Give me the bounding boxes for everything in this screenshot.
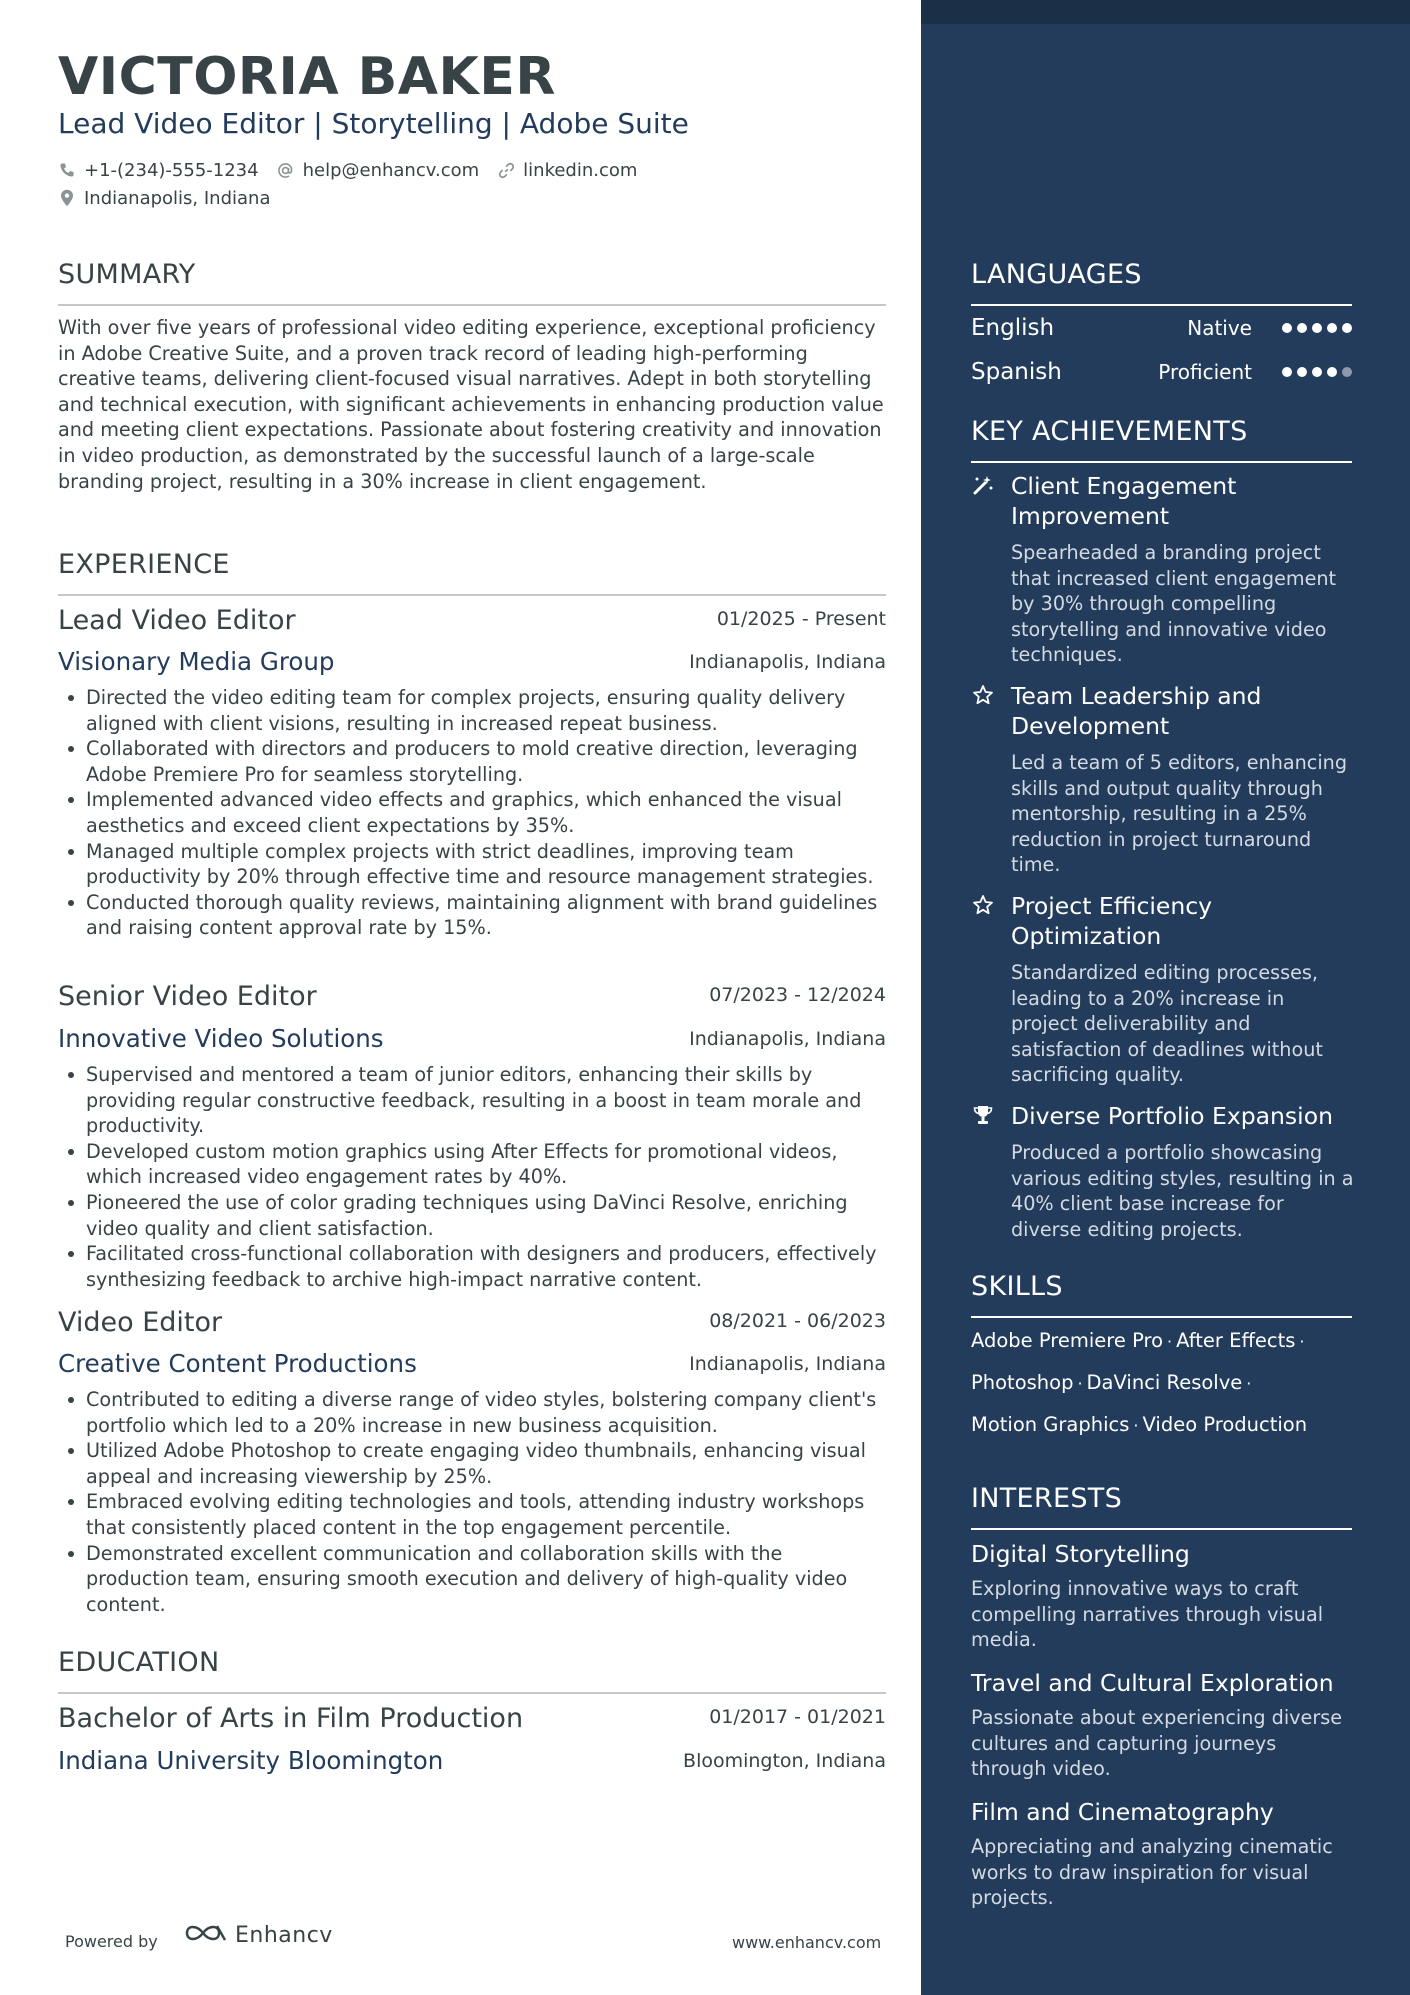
skill-separator: · — [1077, 1374, 1083, 1393]
job-company: Visionary Media Group — [58, 647, 335, 676]
skill-tag: Video Production — [1142, 1413, 1308, 1436]
language-row — [971, 357, 1352, 387]
skill-tag: Photoshop — [971, 1371, 1074, 1394]
experience-divider — [58, 594, 886, 596]
proficiency-dot — [1297, 323, 1307, 333]
achievements-divider — [971, 461, 1352, 463]
job-bullet: Directed the video editing team for complex projects, ensuring quality delivery aligned with client visions, resulting in increased repeat business. — [58, 685, 886, 736]
candidate-name: VICTORIA BAKER — [58, 47, 556, 107]
email-contact[interactable] — [277, 160, 480, 181]
location-contact — [58, 188, 271, 209]
job-company: Innovative Video Solutions — [58, 1024, 384, 1053]
interests-heading: INTERESTS — [971, 1483, 1123, 1514]
sidebar — [921, 0, 1410, 1995]
job-bullet: Collaborated with directors and producers to mold creative direction, leveraging Adobe Premiere Pro for seamless storytelling. — [58, 736, 886, 787]
proficiency-dot — [1327, 367, 1337, 377]
linkedin-contact[interactable] — [497, 160, 637, 181]
languages-divider — [971, 304, 1352, 306]
education-divider — [58, 1692, 886, 1694]
language-level: Native — [1187, 316, 1252, 340]
job-dates: 07/2023 - 12/2024 — [709, 984, 886, 1006]
interest-title: Digital Storytelling — [971, 1540, 1190, 1568]
achievement-title: Client Engagement Improvement — [1011, 472, 1237, 530]
job-title: Lead Video Editor — [58, 605, 296, 636]
school-location: Bloomington, Indiana — [683, 1750, 886, 1772]
skills-heading: SKILLS — [971, 1271, 1063, 1302]
language-row — [971, 313, 1352, 343]
proficiency-dot — [1312, 323, 1322, 333]
job-company: Creative Content Productions — [58, 1349, 417, 1378]
language-proficiency-dots — [1282, 367, 1352, 377]
degree-title: Bachelor of Arts in Film Production — [58, 1703, 524, 1734]
job-bullet: Conducted thorough quality reviews, maintaining alignment with brand guidelines and raising content approval rate by 15%. — [58, 890, 886, 941]
map-pin-icon — [58, 189, 76, 207]
phone-icon — [58, 161, 76, 179]
job-bullet: Embraced evolving editing technologies and tools, attending industry workshops that consistently placed content in the top engagement percentile. — [58, 1489, 886, 1540]
languages-heading: LANGUAGES — [971, 259, 1142, 290]
job-bullet: Developed custom motion graphics using After Effects for promotional videos, which increased video engagement rates by 40%. — [58, 1139, 886, 1190]
proficiency-dot — [1312, 367, 1322, 377]
magic-wand-icon — [971, 473, 995, 497]
job-title: Senior Video Editor — [58, 981, 317, 1012]
experience-heading: EXPERIENCE — [58, 549, 230, 580]
footer-url[interactable]: www.enhancv.com — [732, 1933, 882, 1952]
achievement-title: Team Leadership and Development — [1011, 682, 1262, 740]
achievement-title: Project Efficiency Optimization — [1011, 892, 1213, 950]
job-bullets — [58, 685, 886, 941]
job-location: Indianapolis, Indiana — [689, 1353, 886, 1375]
contact-info — [58, 158, 886, 214]
job-bullet: Supervised and mentored a team of junior editors, enhancing their skills by providing regular constructive feedback, resulting in a boost in team morale and productivity. — [58, 1062, 886, 1139]
job-bullet: Managed multiple complex projects with strict deadlines, improving team productivity by 20% through effective time and resource management strategies. — [58, 839, 886, 890]
achievement-description: Spearheaded a branding project that increased client engagement by 30% through compelling storytelling and innovative video techniques. — [1011, 541, 1337, 667]
skill-tag: Adobe Premiere Pro — [971, 1329, 1164, 1352]
main-column — [58, 0, 886, 1995]
achievements-heading: KEY ACHIEVEMENTS — [971, 416, 1248, 447]
job-dates: 08/2021 - 06/2023 — [709, 1310, 886, 1332]
proficiency-dot — [1282, 367, 1292, 377]
language-name: Spanish — [971, 359, 1062, 385]
interests-divider — [971, 1528, 1352, 1530]
job-bullet: Facilitated cross-functional collaboration with designers and producers, effectively synthesizing feedback to archive high-impact narrative content. — [58, 1241, 886, 1292]
star-icon — [971, 683, 995, 707]
skill-tag: Motion Graphics — [971, 1413, 1130, 1436]
job-location: Indianapolis, Indiana — [689, 1028, 886, 1050]
interest-title: Travel and Cultural Exploration — [971, 1669, 1334, 1697]
skill-tag: DaVinci Resolve — [1086, 1371, 1243, 1394]
proficiency-dot — [1297, 367, 1307, 377]
proficiency-dot — [1282, 323, 1292, 333]
interest-description: Appreciating and analyzing cinematic works to draw inspiration for visual projects. — [971, 1835, 1333, 1910]
interest-title: Film and Cinematography — [971, 1798, 1274, 1826]
sidebar-top-band — [921, 0, 1410, 24]
achievement-description: Standardized editing processes, leading to a 20% increase in project deliverability and satisfaction of deadlines without sacrificing quality. — [1011, 961, 1323, 1087]
job-bullet: Implemented advanced video effects and graphics, which enhanced the visual aesthetics and exceed client expectations by 35%. — [58, 787, 886, 838]
enhancv-logo-icon — [183, 1920, 229, 1950]
candidate-tagline: Lead Video Editor | Storytelling | Adobe Suite — [58, 107, 689, 140]
job-title: Video Editor — [58, 1307, 223, 1338]
phone-text: +1-(234)-555-1234 — [84, 159, 259, 181]
trophy-icon — [971, 1103, 995, 1127]
skills-divider — [971, 1316, 1352, 1318]
job-bullet: Demonstrated excellent communication and collaboration skills with the production team, ensuring smooth execution and delivery of high-quality video content. — [58, 1541, 886, 1618]
linkedin-text: linkedin.com — [523, 159, 638, 181]
language-name: English — [971, 315, 1055, 341]
star-icon — [971, 893, 995, 917]
education-heading: EDUCATION — [58, 1647, 220, 1678]
language-proficiency-dots — [1282, 323, 1352, 333]
education-dates: 01/2017 - 01/2021 — [709, 1706, 886, 1728]
proficiency-dot — [1342, 323, 1352, 333]
skill-separator: · — [1246, 1374, 1252, 1393]
skills-list — [971, 1320, 1361, 1446]
location-text: Indianapolis, Indiana — [84, 187, 271, 209]
interest-description: Passionate about experiencing diverse cultures and capturing journeys through video. — [971, 1706, 1343, 1781]
summary-text: With over five years of professional video editing experience, exceptional proficiency in Adobe Creative Suite, and a proven track record of leading high-performing creative teams, delivering client-focused visual narratives. Adept in both storytelling and technical execution, with significant achievements in enhancing production value and meeting client expectations. Passionate about fostering creativity and innovation in video production, as demonstrated by the successful launch of a large-scale branding project, resulting in a 30% increase in client engagement. — [58, 316, 884, 493]
email-text: help@enhancv.com — [302, 159, 480, 181]
school-name: Indiana University Bloomington — [58, 1746, 444, 1775]
proficiency-dot-empty — [1342, 367, 1352, 377]
job-location: Indianapolis, Indiana — [689, 651, 886, 673]
skill-separator: · — [1167, 1332, 1173, 1351]
phone-contact[interactable] — [58, 160, 259, 181]
summary-divider — [58, 304, 886, 306]
job-bullet: Utilized Adobe Photoshop to create engaging video thumbnails, enhancing visual appeal and increasing viewership by 25%. — [58, 1438, 886, 1489]
proficiency-dot — [1327, 323, 1337, 333]
achievement-title: Diverse Portfolio Expansion — [1011, 1102, 1333, 1130]
link-icon — [497, 161, 515, 179]
achievement-description: Led a team of 5 editors, enhancing skills and output quality through mentorship, resulting in a 25% reduction in project turnaround time. — [1011, 751, 1347, 877]
enhancv-brand-text: Enhancv — [235, 1922, 333, 1948]
skill-tag: After Effects — [1176, 1329, 1296, 1352]
job-bullets — [58, 1387, 886, 1617]
language-level: Proficient — [1158, 360, 1252, 384]
summary-heading: SUMMARY — [58, 259, 196, 290]
job-dates: 01/2025 - Present — [716, 608, 886, 630]
job-bullet: Pioneered the use of color grading techniques using DaVinci Resolve, enriching video quality and client satisfaction. — [58, 1190, 886, 1241]
powered-by-label: Powered by — [65, 1932, 158, 1951]
job-bullet: Contributed to editing a diverse range of video styles, bolstering company client's portfolio which led to a 20% increase in new business acquisition. — [58, 1387, 886, 1438]
enhancv-logo[interactable] — [183, 1920, 333, 1950]
achievement-description: Produced a portfolio showcasing various editing styles, resulting in a 40% client base increase for diverse editing projects. — [1011, 1141, 1354, 1241]
skill-separator: · — [1299, 1332, 1305, 1351]
skill-separator: · — [1133, 1416, 1139, 1435]
job-bullets — [58, 1062, 886, 1292]
at-sign-icon — [277, 161, 295, 179]
interest-description: Exploring innovative ways to craft compelling narratives through visual media. — [971, 1577, 1324, 1652]
